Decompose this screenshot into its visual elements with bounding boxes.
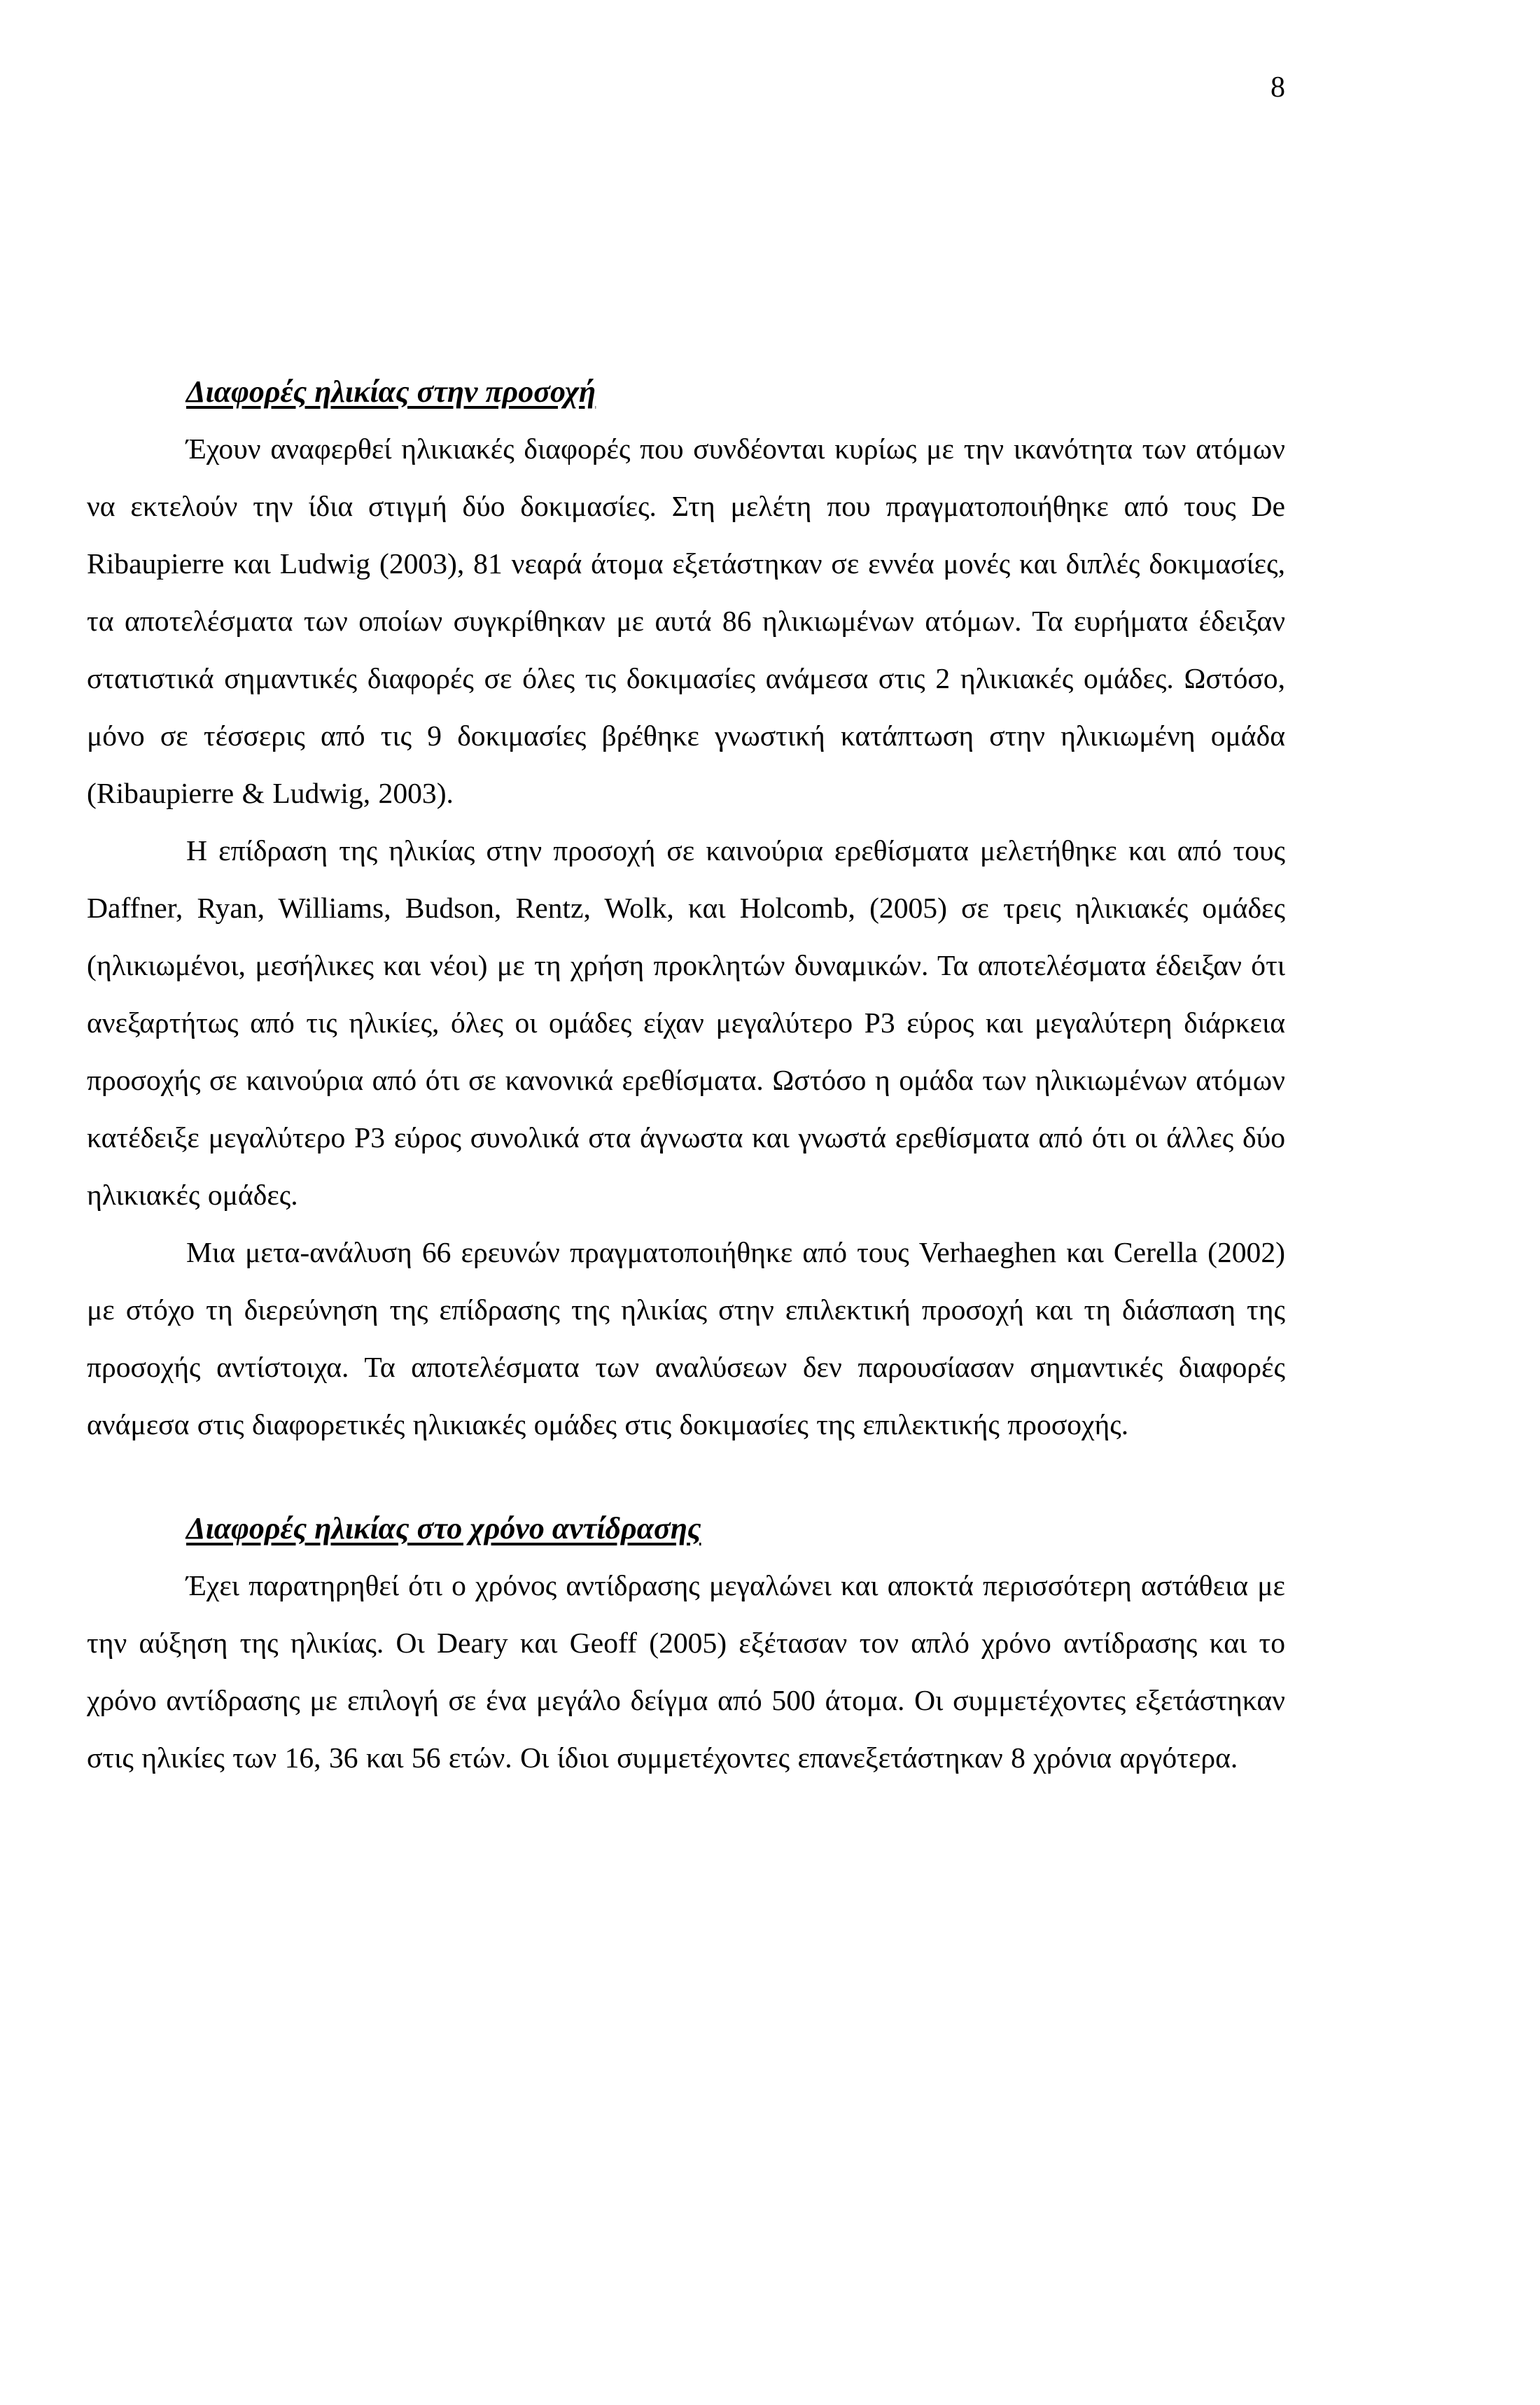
page-content [87,364,1285,1786]
paragraph: Έχουν αναφερθεί ηλικιακές διαφορές που συνδέονται κυρίως με την ικανότητα των ατόμων να εκτελούν την ίδια στιγμή δύο δοκιμασίες. Στη μελέτη που πραγματοποιήθηκε από τους De Ribaupierre και Ludwig (2003), 81 νεαρά άτομα εξετάστηκαν σε εννέα μονές και διπλές δοκιμασίες, τα αποτελέσματα των οποίων συγκρίθηκαν με αυτά 86 ηλικιωμένων ατόμων. Τα ευρήματα έδειξαν στατιστικά σημαντικές διαφορές σε όλες τις δοκιμασίες ανάμεσα στις 2 ηλικιακές ομάδες. Ωστόσο, μόνο σε τέσσερις από τις 9 δοκιμασίες βρέθηκε γνωστική κατάπτωση στην ηλικιωμένη ομάδα (Ribaupierre & Ludwig, 2003). [87,433,1285,809]
paragraph: Μια μετα-ανάλυση 66 ερευνών πραγματοποιήθηκε από τους Verhaeghen και Cerella (2002) με στόχο τη διερεύνηση της επίδρασης της ηλικίας στην επιλεκτική προσοχή και τη διάσπαση της προσοχής αντίστοιχα. Τα αποτελέσματα των αναλύσεων δεν παρουσίασαν σημαντικές διαφορές ανάμεσα στις διαφορετικές ηλικιακές ομάδες στις δοκιμασίες της επιλεκτικής προσοχής. [87,1236,1285,1440]
section-heading: Διαφορές ηλικίας στην προσοχή [186,374,596,409]
section-age-attention [87,364,1285,1453]
paragraph: Η επίδραση της ηλικίας στην προσοχή σε καινούρια ερεθίσματα μελετήθηκε και από τους Daffner, Ryan, Williams, Budson, Rentz, Wolk, και Holcomb, (2005) σε τρεις ηλικιακές ομάδες (ηλικιωμένοι, μεσήλικες και νέοι) με τη χρήση προκλητών δυναμικών. Τα αποτελέσματα έδειξαν ότι ανεξαρτήτως από τις ηλικίες, όλες οι ομάδες είχαν μεγαλύτερο P3 εύρος και μεγαλύτερη διάρκεια προσοχής σε καινούρια από ότι σε κανονικά ερεθίσματα. Ωστόσο η ομάδα των ηλικιωμένων ατόμων κατέδειξε μεγαλύτερο P3 εύρος συνολικά στα άγνωστα και γνωστά ερεθίσματα από ότι οι άλλες δύο ηλικιακές ομάδες. [87,834,1285,1211]
paragraph: Έχει παρατηρηθεί ότι ο χρόνος αντίδρασης μεγαλώνει και αποκτά περισσότερη αστάθεια με την αύξηση της ηλικίας. Οι Deary και Geoff (2005) εξέτασαν τον απλό χρόνο αντίδρασης και το χρόνο αντίδρασης με επιλογή σε ένα μεγάλο δείγμα από 500 άτομα. Οι συμμετέχοντες εξετάστηκαν στις ηλικίες των 16, 36 και 56 ετών. Οι ίδιοι συμμετέχοντες επανεξετάστηκαν 8 χρόνια αργότερα. [87,1569,1285,1774]
section-heading: Διαφορές ηλικίας στο χρόνο αντίδρασης [186,1511,701,1545]
section-age-reaction-time [87,1501,1285,1786]
page-number: 8 [1270,71,1285,104]
